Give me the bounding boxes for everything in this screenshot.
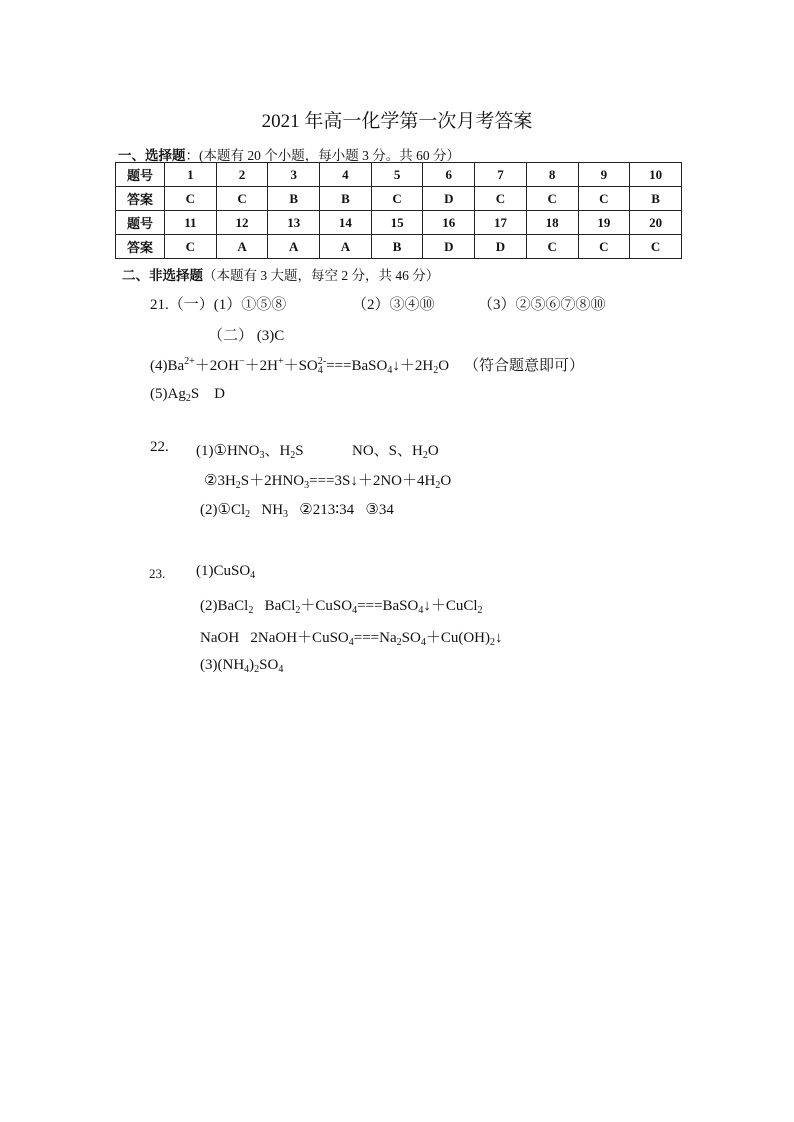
q21-part4: $(4)Ba^{2+}+2OH^-+2H^++SO_4^{2-}===BaSO_4↓+2H_2O$ （符合题意即可） [150,356,585,376]
q22-part1a: $(1)①HNO_3$、$H_2S$ [196,443,304,461]
table-cell: B [630,187,682,211]
table-cell: 9 [578,163,630,187]
section2-heading: 二、非选择题 [122,268,203,283]
table-cell: 16 [423,211,475,235]
table-cell: 13 [268,211,320,235]
q22-ratio: ②213∶34 [299,502,355,518]
section1-note: ：(本题有 20 个小题，每小题 3 分。共 60 分） [185,148,460,163]
q22-hno3: (1)①HNO [196,443,260,459]
q21-part5 [150,386,225,404]
table-cell: 8 [526,163,578,187]
q21-part2: （二） (3)C [208,328,285,344]
table-cell: 15 [371,211,423,235]
q23-part1: (1)CuSO$_4$ [196,563,256,581]
table-cell: 18 [526,211,578,235]
row-label: 答案 [116,235,165,259]
page-title: 2021 年高一化学第一次月考答案 [261,111,533,132]
table-cell: C [526,235,578,259]
row-label: 答案 [116,187,165,211]
table-row [116,211,682,235]
q23-bacl2: (2)BaCl [200,598,249,614]
q22-third: ③34 [365,502,394,518]
q21-part5-formula: (5)Ag [150,386,186,402]
q21-part1b: （2）③④⑩ [352,297,435,313]
table-cell: 1 [165,163,217,187]
row-label: 题号 [116,211,165,235]
table-cell: B [371,235,423,259]
table-cell: 7 [475,163,527,187]
table-cell: 17 [475,211,527,235]
q21-line1 [150,293,286,314]
table-row [116,235,682,259]
table-cell: C [526,187,578,211]
q22-cl2: (2)①Cl [200,502,246,518]
q22-products: NO、S、$H_2O$ [352,443,439,461]
table-cell: 14 [320,211,372,235]
table-cell: C [475,187,527,211]
q22-h2s: 、H [264,443,291,459]
table-cell: 12 [216,211,268,235]
q22-number: 22. [150,439,169,455]
q21-part1c: （3）②⑤⑥⑦⑧⑩ [478,297,606,313]
section1-heading: 一、选择题 [118,148,186,163]
answer-table [115,162,682,259]
q22-equation: $②3H_2S+2HNO_3===3S↓+2NO+4H_2O$ [204,473,452,491]
q23-naoh: NaOH [200,630,240,646]
table-cell: 2 [216,163,268,187]
table-cell: 3 [268,163,320,187]
table-cell: 19 [578,211,630,235]
table-cell: 4 [320,163,372,187]
q23-part2b: NaOH $2NaOH+CuSO_4===Na_2SO_4+Cu(OH)_2↓$ [200,630,503,648]
table-cell: B [268,187,320,211]
table-row [116,187,682,211]
table-cell: C [216,187,268,211]
q23-part3: $(3)(NH_4)_2SO_4$ [200,657,284,675]
table-cell: A [268,235,320,259]
q21-part4-note: （符合题意即可） [464,358,585,374]
q21-number: 21. [150,297,169,313]
table-cell: 11 [165,211,217,235]
section2-note: （本题有 3 大题，每空 2 分，共 46 分） [203,268,440,283]
table-cell: D [475,235,527,259]
q21-part1a: （一）(1）①⑤⑧ [168,297,287,313]
section1-header [118,144,460,164]
q22-products-text: NO、S、H [352,443,423,459]
table-cell: 6 [423,163,475,187]
table-cell: C [165,187,217,211]
table-cell: C [165,235,217,259]
row-label: 题号 [116,163,165,187]
q23-part2a: (2)BaCl$_2$ BaCl$_2$＋CuSO$_4$===BaSO$_4$↓＋CuCl$_2$ [200,598,483,616]
q23-nh4: (3)(NH [200,657,245,673]
table-cell: D [423,235,475,259]
table-cell: 20 [630,211,682,235]
table-cell: C [630,235,682,259]
table-cell: C [578,235,630,259]
q22-h2s-rest: S [295,443,304,459]
q23-cuso4: (1)CuSO [196,563,251,579]
q23-number: 23. [149,566,166,581]
q22-part2: $(2)①Cl_2$ $NH_3$ ②213∶34 ③34 [200,502,394,520]
q21-part5-sub: 2 [185,393,191,404]
table-cell: C [371,187,423,211]
section2-header [122,264,439,284]
q22-products-rest: O [427,443,439,459]
table-cell: D [423,187,475,211]
q22-nh3: NH [261,502,284,518]
table-cell: A [216,235,268,259]
table-cell: 10 [630,163,682,187]
table-cell: B [320,187,372,211]
table-cell: A [320,235,372,259]
q21-part5-answer: S D [190,386,226,402]
table-cell: 5 [371,163,423,187]
table-cell: C [578,187,630,211]
table-row [116,163,682,187]
